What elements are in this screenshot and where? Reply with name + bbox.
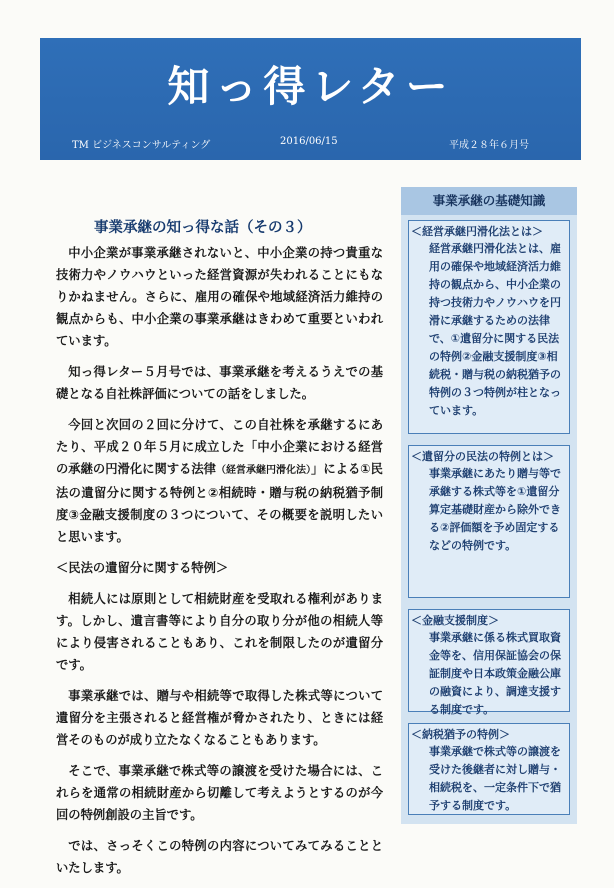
law-abbreviation: （経営承継円滑化法）	[215, 465, 312, 476]
sidebar-box-civil-code	[408, 445, 570, 598]
paragraph-5: 事業承継では、贈与や相続等で取得した株式等について遺留分を主張されると経営権が脅かされたり、ときには経営そのものが成り立たなくなることもあります。	[56, 689, 383, 747]
sidebar	[401, 187, 577, 824]
sidebar-box-heading: ＜金融支援制度＞	[411, 614, 499, 627]
paragraph-3-part-a: 今回と次回の２回に分けて、この自社株を承継するにあたり、平成２０年５月に成立した「中小企業における経営の承継の円滑化に関する法律	[56, 418, 383, 476]
sidebar-box-heading: ＜納税猶予の特例＞	[411, 728, 510, 741]
sidebar-box-heading: ＜遺留分の民法の特例とは＞	[411, 450, 554, 463]
sidebar-box-heading: ＜経営承継円滑化法とは＞	[411, 225, 543, 238]
paragraph-2: 知っ得レター５月号では、事業承継を考えるうえでの基礎となる自社株評価についての話をしました。	[56, 365, 383, 401]
paragraph-6: そこで、事業承継で株式等の譲渡を受けた場合には、これらを通常の相続財産から切離して考えようとするのが今回の特例創設の主旨です。	[56, 764, 383, 822]
sidebar-box-financial-support	[408, 609, 570, 716]
newsletter-title: 知っ得レター	[167, 62, 454, 111]
sidebar-box-text: 事業承継で株式等の譲渡を受けた後継者に対し贈与・相続税を、一定条件下で猶予する制度です。	[429, 745, 561, 812]
paragraph-7: では、さっそくこの特例の内容についてみてみることといたします。	[56, 839, 383, 875]
company-name: TM ビジネスコンサルティング	[72, 140, 211, 151]
paragraph-3-part-c: 」による①民法の遺留分に関する特例と②相続時・贈与税の納税猶予制度③金融支援制度の３つについて、その概要を説明したいと思います。	[56, 462, 383, 544]
sidebar-box-law	[408, 220, 570, 434]
sidebar-box-tax-deferral	[408, 723, 570, 815]
main-article	[56, 216, 383, 888]
paragraph-1: 中小企業が事業承継されないと、中小企業の持つ貴重な技術力やノウハウといった経営資源が失われることにもなりかねません。さらに、雇用の確保や地域経済活力維持の観点からも、中小企業の事業承継はきわめて重要といわれています。	[56, 246, 383, 348]
article-heading: 事業承継の知っ得な話（その３）	[94, 220, 312, 236]
sidebar-box-text: 事業承継にあたり贈与等で承継する株式等を①遺留分算定基礎財産から除外できる②評価額を予め固定するなどの特例です。	[429, 467, 561, 552]
sidebar-box-text: 事業承継に係る株式買取資金等を、信用保証協会の保証制度や日本政策金融公庫の融資により、調達支援する制度です。	[429, 631, 561, 716]
sidebar-box-text: 経営承継円滑化法とは、雇用の確保や地域経済活力維持の観点から、中小企業の持つ技術力やノウハウを円滑に承継するための法律で、①遺留分に関する民法の特例②金融支援制度③相続税・贈与税の納税猶予の特例の３つ特例が柱となっています。	[429, 242, 561, 417]
paragraph-4: 相続人には原則として相続財産を受取れる権利があります。しかし、遺言書等により自分の取り分が他の相続人等により侵害されることもあり、これを制限したのが遺留分です。	[56, 592, 383, 672]
issue-date: 2016/06/15	[280, 136, 338, 147]
section-subheading: ＜民法の遺留分に関する特例＞	[56, 561, 229, 575]
masthead	[40, 38, 581, 160]
paragraph-3	[56, 414, 383, 548]
issue-number: 平成２８年６月号	[449, 140, 529, 151]
sidebar-title: 事業承継の基礎知識	[401, 187, 577, 215]
